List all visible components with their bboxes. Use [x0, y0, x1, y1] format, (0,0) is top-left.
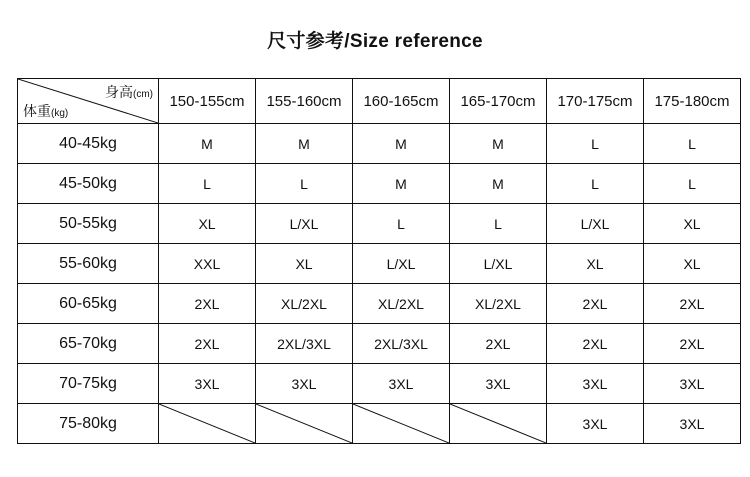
cell-size: L	[159, 164, 256, 204]
cell-size: XL	[644, 204, 741, 244]
cell-size: M	[353, 164, 450, 204]
table-header	[18, 79, 741, 124]
cell-size: M	[450, 164, 547, 204]
table-row	[18, 244, 741, 284]
cell-size: 2XL	[159, 284, 256, 324]
cell-size: 2XL	[159, 324, 256, 364]
cell-size: L/XL	[450, 244, 547, 284]
cell-size: L	[644, 164, 741, 204]
cell-size: XL	[644, 244, 741, 284]
cell-size: 2XL	[644, 284, 741, 324]
cell-size: 2XL/3XL	[353, 324, 450, 364]
cell-size: L	[547, 164, 644, 204]
column-header-2: 155-160cm	[256, 79, 353, 124]
table-row	[18, 204, 741, 244]
cell-size: M	[256, 124, 353, 164]
cell-size: L/XL	[256, 204, 353, 244]
cell-size: 3XL	[547, 404, 644, 444]
cell-size: L	[547, 124, 644, 164]
cell-size: XL/2XL	[256, 284, 353, 324]
row-header-weight: 50-55kg	[18, 204, 159, 244]
cell-size: 2XL	[644, 324, 741, 364]
cell-empty-slashed	[159, 404, 256, 444]
table-row	[18, 284, 741, 324]
cell-size: 2XL	[547, 324, 644, 364]
slash-icon	[353, 404, 449, 443]
cell-size: 3XL	[353, 364, 450, 404]
cell-size: M	[353, 124, 450, 164]
header-row	[18, 79, 741, 124]
column-header-5: 170-175cm	[547, 79, 644, 124]
cell-size: 2XL	[547, 284, 644, 324]
row-header-weight: 40-45kg	[18, 124, 159, 164]
table-row	[18, 404, 741, 444]
cell-size: XXL	[159, 244, 256, 284]
slash-icon	[159, 404, 255, 443]
table-row	[18, 364, 741, 404]
column-header-4: 165-170cm	[450, 79, 547, 124]
corner-weight-label: 体重(kg)	[23, 103, 69, 119]
cell-size: L	[644, 124, 741, 164]
column-header-3: 160-165cm	[353, 79, 450, 124]
cell-empty-slashed	[353, 404, 450, 444]
row-header-weight: 45-50kg	[18, 164, 159, 204]
slash-icon	[450, 404, 546, 443]
row-header-weight: 60-65kg	[18, 284, 159, 324]
cell-size: 3XL	[644, 404, 741, 444]
page-title: 尺寸参考/Size reference	[267, 31, 483, 52]
cell-size: L	[256, 164, 353, 204]
cell-size: L	[353, 204, 450, 244]
column-header-1: 150-155cm	[159, 79, 256, 124]
row-header-weight: 65-70kg	[18, 324, 159, 364]
cell-size: 3XL	[159, 364, 256, 404]
cell-size: M	[159, 124, 256, 164]
cell-size: XL/2XL	[450, 284, 547, 324]
slash-icon	[256, 404, 352, 443]
column-header-6: 175-180cm	[644, 79, 741, 124]
row-header-weight: 75-80kg	[18, 404, 159, 444]
cell-size: 3XL	[256, 364, 353, 404]
cell-size: XL	[159, 204, 256, 244]
table-row	[18, 164, 741, 204]
table-row	[18, 124, 741, 164]
cell-size: 3XL	[547, 364, 644, 404]
cell-size: XL	[547, 244, 644, 284]
cell-size: XL/2XL	[353, 284, 450, 324]
cell-size: 3XL	[644, 364, 741, 404]
cell-size: 2XL	[450, 324, 547, 364]
size-table-container	[17, 78, 733, 444]
cell-size: 2XL/3XL	[256, 324, 353, 364]
row-header-weight: 55-60kg	[18, 244, 159, 284]
size-reference-table	[17, 78, 741, 444]
table-row	[18, 324, 741, 364]
table-corner-cell	[18, 79, 159, 124]
cell-size: L/XL	[547, 204, 644, 244]
row-header-weight: 70-75kg	[18, 364, 159, 404]
table-body	[18, 124, 741, 444]
cell-size: 3XL	[450, 364, 547, 404]
cell-size: M	[450, 124, 547, 164]
cell-size: L/XL	[353, 244, 450, 284]
cell-empty-slashed	[256, 404, 353, 444]
cell-size: L	[450, 204, 547, 244]
cell-empty-slashed	[450, 404, 547, 444]
corner-height-label: 身高(cm)	[105, 84, 153, 100]
cell-size: XL	[256, 244, 353, 284]
